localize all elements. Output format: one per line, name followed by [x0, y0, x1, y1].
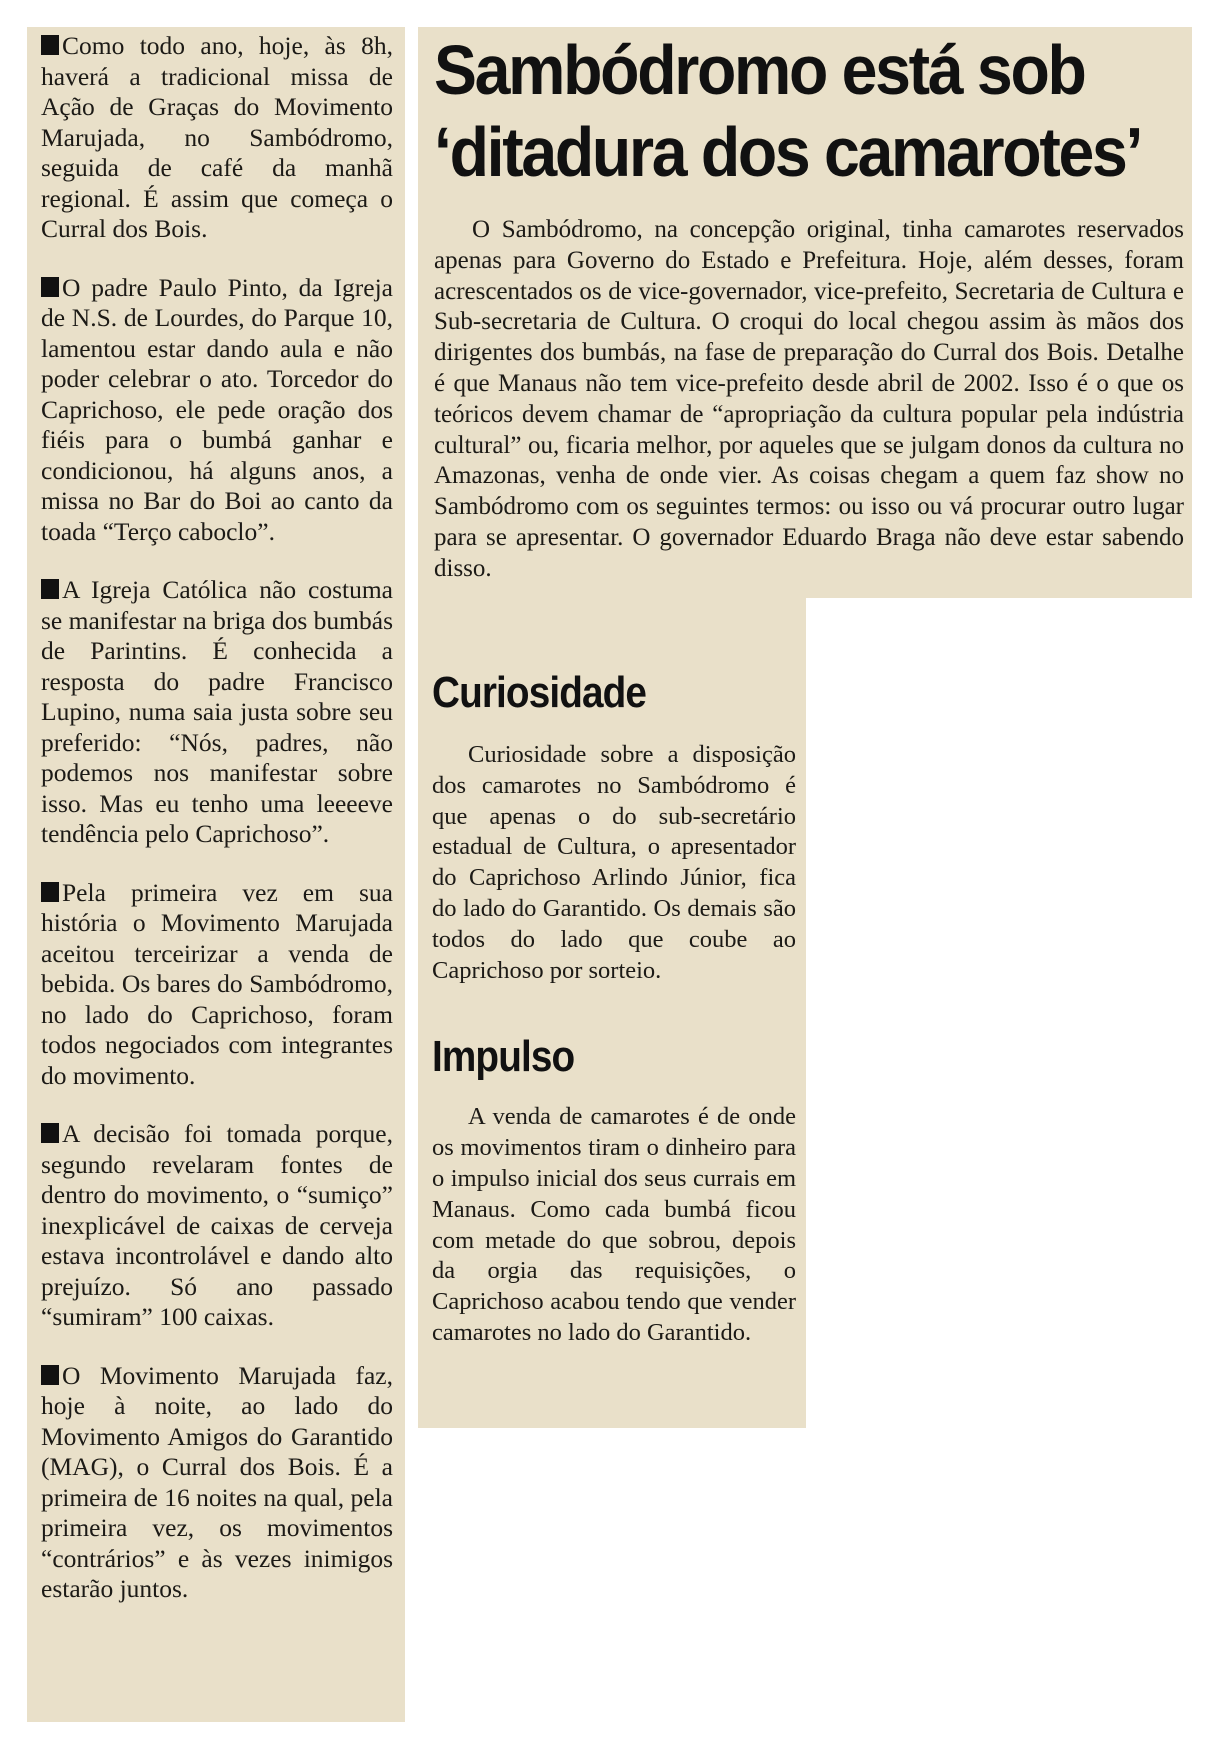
- square-bullet-icon: [41, 1123, 59, 1143]
- note-3: A Igreja Católica não costuma se manifestar na briga dos bumbás de Parintins. É conhecida a resposta do padre Francisco Lupino, numa saia justa sobre seu preferido: “Nós, padres, não podemos nos manifestar sobre isso. Mas eu tenho uma leeeeve tendência pelo Caprichoso”.: [41, 575, 393, 848]
- square-bullet-icon: [41, 35, 59, 55]
- square-bullet-icon: [41, 882, 59, 902]
- headline: [434, 29, 1142, 193]
- curiosidade-title: Curiosidade: [432, 668, 647, 717]
- note-2: O padre Paulo Pinto, da Igreja de N.S. de Lourdes, do Parque 10, lamentou estar dando aula e não poder celebrar o ato. Torcedor do Caprichoso, ele pede oração dos fiéis para o bumbá ganhar e condicionou, há alguns anos, a missa no Bar do Boi ao canto da toada “Terço caboclo”.: [41, 272, 393, 546]
- headline-line-1: Sambódromo está sob: [434, 31, 1085, 109]
- note-6: O Movimento Marujada faz, hoje à noite, ao lado do Movimento Amigos do Garantido (MAG), o Curral dos Bois. É a primeira de 16 noites na qual, pela primeira vez, os movimentos “contrários” e às vezes inimigos estarão juntos.: [41, 1360, 393, 1603]
- impulso-title: Impulso: [432, 1032, 575, 1082]
- square-bullet-icon: [41, 579, 59, 599]
- notes-column: [27, 27, 405, 1722]
- sidebar-stories: [418, 598, 806, 1428]
- square-bullet-icon: [41, 1365, 59, 1385]
- square-bullet-icon: [41, 277, 59, 297]
- note-1: Como todo ano, hoje, às 8h, haverá a tradicional missa de Ação de Graças do Movimento Marujada, no Sambódromo, seguida de café da manhã regional. É assim que começa o Curral dos Bois.: [41, 31, 393, 243]
- headline-line-2: ‘ditadura dos camarotes’: [434, 113, 1142, 191]
- main-story: [418, 27, 1192, 598]
- impulso-body: A venda de camarotes é de onde os movimentos tiram o dinheiro para o impulso inicial dos seus currais em Manaus. Como cada bumbá ficou com metade do que sobrou, depois da orgia das requisições, o Caprichoso acabou tendo que vender camarotes no lado do Garantido.: [432, 1103, 796, 1346]
- note-4: Pela primeira vez em sua história o Movimento Marujada aceitou terceirizar a venda de bebida. Os bares do Sambódromo, no lado do Caprichoso, foram todos negociados com integrantes do movimento.: [41, 877, 393, 1090]
- main-story-body: O Sambódromo, na concepção original, tinha camarotes reservados apenas para Governo do Estado e Prefeitura. Hoje, além desses, foram acrescentados os de vice-governador, vice-prefeito, Secretaria de Cultura e Sub-secretaria de Cultura. O croqui do local chegou assim às mãos dos dirigentes dos bumbás, na fase de preparação do Curral dos Bois. Detalhe é que Manaus não tem vice-prefeito desde abril de 2002. Isso é o que os teóricos devem chamar de “apropriação da cultura popular pela indústria cultural” ou, ficaria melhor, por aqueles que se julgam donos da cultura no Amazonas, venha de onde vier. As coisas chegam a quem faz show no Sambódromo com os seguintes termos: ou isso ou vá procurar outro lugar para se apresentar. O governador Eduardo Braga não deve estar sabendo disso.: [434, 216, 1184, 582]
- curiosidade-body: Curiosidade sobre a disposição dos camarotes no Sambódromo é que apenas o do sub-secretário estadual de Cultura, o apresentador do Caprichoso Arlindo Júnior, fica do lado do Garantido. Os demais são todos do lado que coube ao Caprichoso por sorteio.: [432, 741, 796, 984]
- note-5: A decisão foi tomada porque, segundo revelaram fontes de dentro do movimento, o “sumiço” inexplicável de caixas de cerveja estava incontrolável e dando alto prejuízo. Só ano passado “sumiram” 100 caixas.: [41, 1119, 393, 1331]
